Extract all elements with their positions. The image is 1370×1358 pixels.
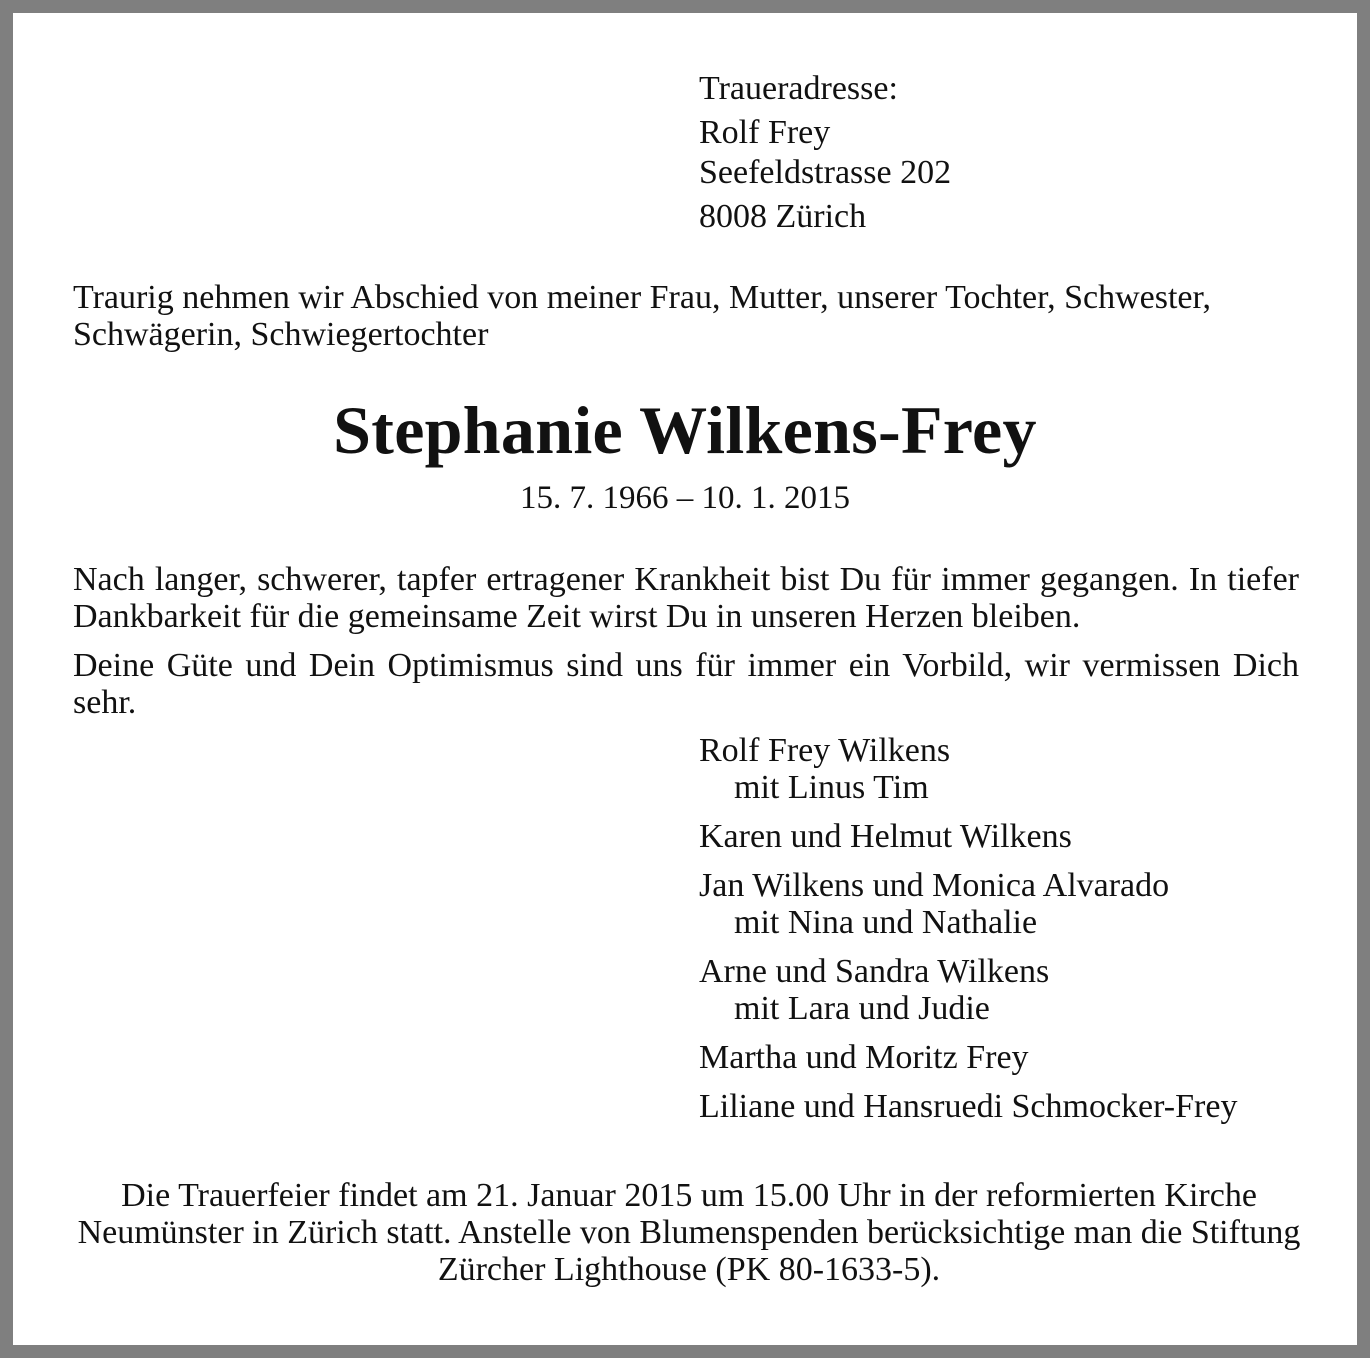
address-heading: Traueradresse: xyxy=(699,70,898,107)
family-children: mit Lara und Judie xyxy=(734,990,990,1027)
family-children: mit Nina und Nathalie xyxy=(734,904,1038,941)
family-entry xyxy=(699,1039,1237,1076)
deceased-name: Stephanie Wilkens-Frey xyxy=(333,392,1037,468)
family-children: mit Linus Tim xyxy=(734,769,929,806)
tribute-paragraph: Deine Güte und Dein Optimismus sind uns für immer ein Vorbild, wir vermissen Dich sehr. xyxy=(73,647,1299,721)
address-name: Rolf Frey xyxy=(699,114,831,151)
address-street: Seefeldstrasse 202 xyxy=(699,154,952,191)
family-entry xyxy=(699,867,1237,941)
obituary-notice xyxy=(13,13,1357,1345)
family-entry xyxy=(699,953,1237,1027)
mourning-address xyxy=(699,69,951,237)
family-name: Rolf Frey Wilkens xyxy=(699,732,951,769)
farewell-paragraph: Nach langer, schwerer, tapfer ertragener Krankheit bist Du für immer gegangen. In tiefer Dankbarkeit für die gemeinsame Zeit wirst Du in unseren Herzen bleiben. xyxy=(73,561,1299,635)
life-dates: 15. 7. 1966 – 10. 1. 2015 xyxy=(520,480,850,516)
family-signatures xyxy=(699,732,1237,1137)
address-city: 8008 Zürich xyxy=(699,198,867,235)
family-name: Jan Wilkens und Monica Alvarado xyxy=(699,867,1170,904)
family-name: Karen und Helmut Wilkens xyxy=(699,818,1072,855)
family-entry xyxy=(699,732,1237,806)
funeral-information: Die Trauerfeier findet am 21. Januar 2015 um 15.00 Uhr in der reformierten Kirche Neumünster in Zürich statt. Anstelle von Blumenspenden berücksichtige man die Stiftung Zürcher Lighthouse (PK 80-1633-5). xyxy=(77,1177,1301,1288)
family-name: Martha und Moritz Frey xyxy=(699,1039,1029,1076)
family-entry xyxy=(699,818,1237,855)
intro-text: Traurig nehmen wir Abschied von meiner Frau, Mutter, unserer Tochter, Schwester, Schwägerin, Schwiegertochter xyxy=(73,279,1211,353)
family-name: Liliane und Hansruedi Schmocker-Frey xyxy=(699,1088,1238,1125)
family-entry xyxy=(699,1088,1237,1125)
family-name: Arne und Sandra Wilkens xyxy=(699,953,1050,990)
